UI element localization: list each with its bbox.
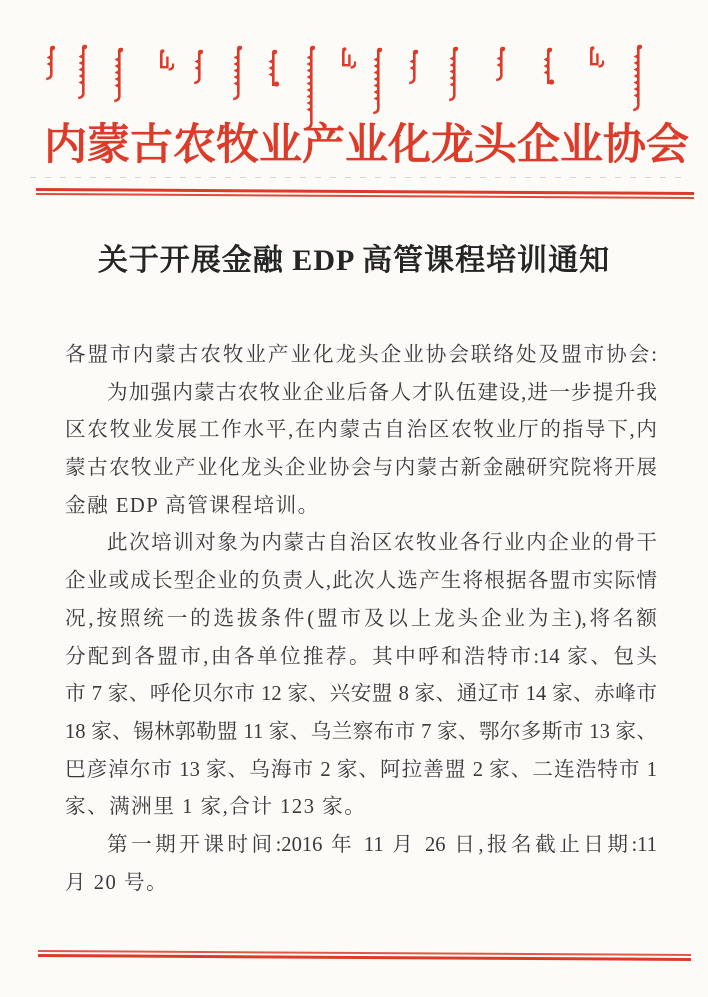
body-line: 况,按照统一的选拔条件(盟市及以上龙头企业为主),将名额 [65,607,657,630]
body-line: 金融 EDP 高管课程培训。 [65,494,320,517]
body-line: 家、满洲里 1 家,合计 123 家。 [65,796,367,819]
body-line: 月 20 号。 [65,871,169,894]
salutation-line: 各盟市内蒙古农牧业产业化龙头企业协会联络处及盟市协会: [65,344,657,366]
notice-title: 关于开展金融 EDP 高管课程培训通知 [97,244,611,277]
body-line: 巴彦淖尔市 13 家、乌海市 2 家、阿拉善盟 2 家、二连浩特市 1 [65,758,657,781]
body-line: 蒙古农牧业产业化龙头企业协会与内蒙古新金融研究院将开展 [65,457,657,480]
footer-rule [38,950,691,961]
letterhead-rule [36,188,694,199]
body-line: 第一期开课时间:2016 年 11 月 26 日,报名截止日期:11 [107,833,657,856]
mongolian-script-icon [44,40,664,128]
notice-body [65,337,657,902]
body-line: 为加强内蒙古农牧业企业后备人才队伍建设,进一步提升我 [107,381,657,404]
scan-artifact-line [30,177,685,178]
body-line: 区农牧业发展工作水平,在内蒙古自治区农牧业厅的指导下,内 [65,419,657,442]
body-line: 18 家、锡林郭勒盟 11 家、乌兰察布市 7 家、鄂尔多斯市 13 家、 [65,720,657,743]
body-line: 市 7 家、呼伦贝尔市 12 家、兴安盟 8 家、通辽市 14 家、赤峰市 [65,683,657,706]
body-line: 企业或成长型企业的负责人,此次人选产生将根据各盟市实际情 [65,570,657,593]
letterhead-org-name: 内蒙古农牧业产业化龙头企业协会 [44,122,689,169]
body-line: 此次培训对象为内蒙古自治区农牧业各行业内企业的骨干 [107,532,657,555]
body-line: 分配到各盟市,由各单位推荐。其中呼和浩特市:14 家、包头 [65,645,657,668]
